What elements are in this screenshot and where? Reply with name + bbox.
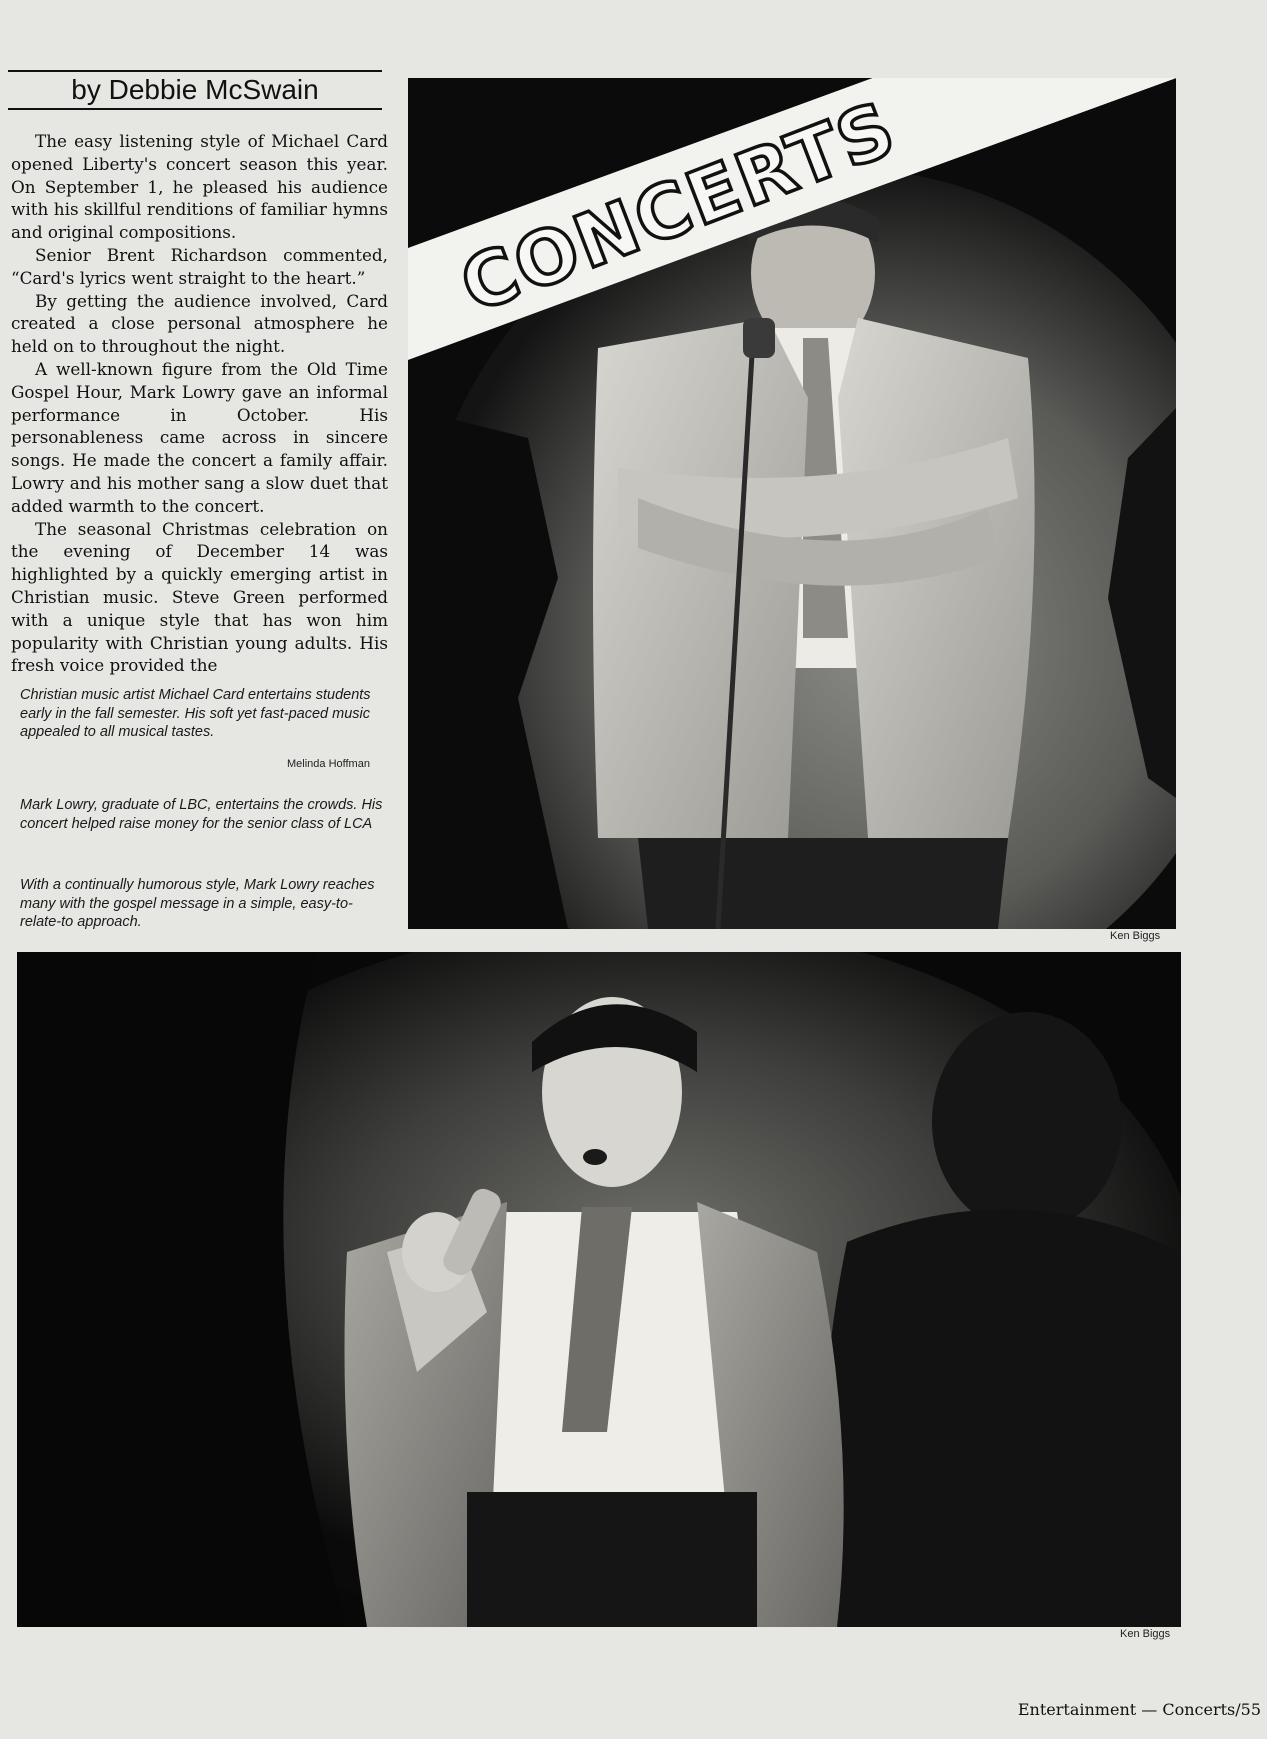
paragraph: By getting the audience involved, Card created a close personal atmosphere he held on to throughout the night. xyxy=(11,290,388,357)
section-title: CONCERTS xyxy=(449,85,908,330)
photo-michael-card xyxy=(408,78,1176,929)
photo-credit-card: Melinda Hoffman xyxy=(287,758,370,770)
paragraph: The seasonal Christmas celebration on the evening of December 14 was highlighted by a quickly emerging artist in Christian music. Steve Green performed with a unique style that has won him popularity with Christian young adults. His fresh voice provided the xyxy=(11,518,388,676)
page-footer: Entertainment — Concerts/55 xyxy=(1017,1700,1261,1719)
article-body xyxy=(11,130,388,677)
title-band xyxy=(408,78,1176,929)
photo-mark-lowry-image xyxy=(17,952,1181,1627)
paragraph: Senior Brent Richardson commented, “Card's lyrics went straight to the heart.” xyxy=(11,244,388,288)
byline: by Debbie McSwain xyxy=(71,74,319,105)
caption-card: Christian music artist Michael Card entertains students early in the fall semester. His soft yet fast-paced music appealed to all musical tastes. xyxy=(20,687,371,740)
photo-credit-bottom: Ken Biggs xyxy=(1120,1628,1171,1640)
photo-mark-lowry xyxy=(17,952,1181,1627)
byline-rule xyxy=(8,70,382,110)
caption-lowry-lca: Mark Lowry, graduate of LBC, entertains the crowds. His concert helped raise money for the senior class of LCA xyxy=(20,797,383,832)
photo-credit-top: Ken Biggs xyxy=(1110,930,1161,942)
paragraph: A well-known figure from the Old Time Gospel Hour, Mark Lowry gave an informal performance in October. His personableness came across in sincere songs. He made the concert a family affair. Lowry and his mother sang a slow duet that added warmth to the concert. xyxy=(11,358,388,516)
paragraph: The easy listening style of Michael Card opened Liberty's concert season this year. On September 1, he pleased his audience with his skillful renditions of familiar hymns and original compositions. xyxy=(11,131,388,243)
caption-lowry-style: With a continually humorous style, Mark Lowry reaches many with the gospel message in a simple, easy-to-relate-to approach. xyxy=(20,877,375,930)
